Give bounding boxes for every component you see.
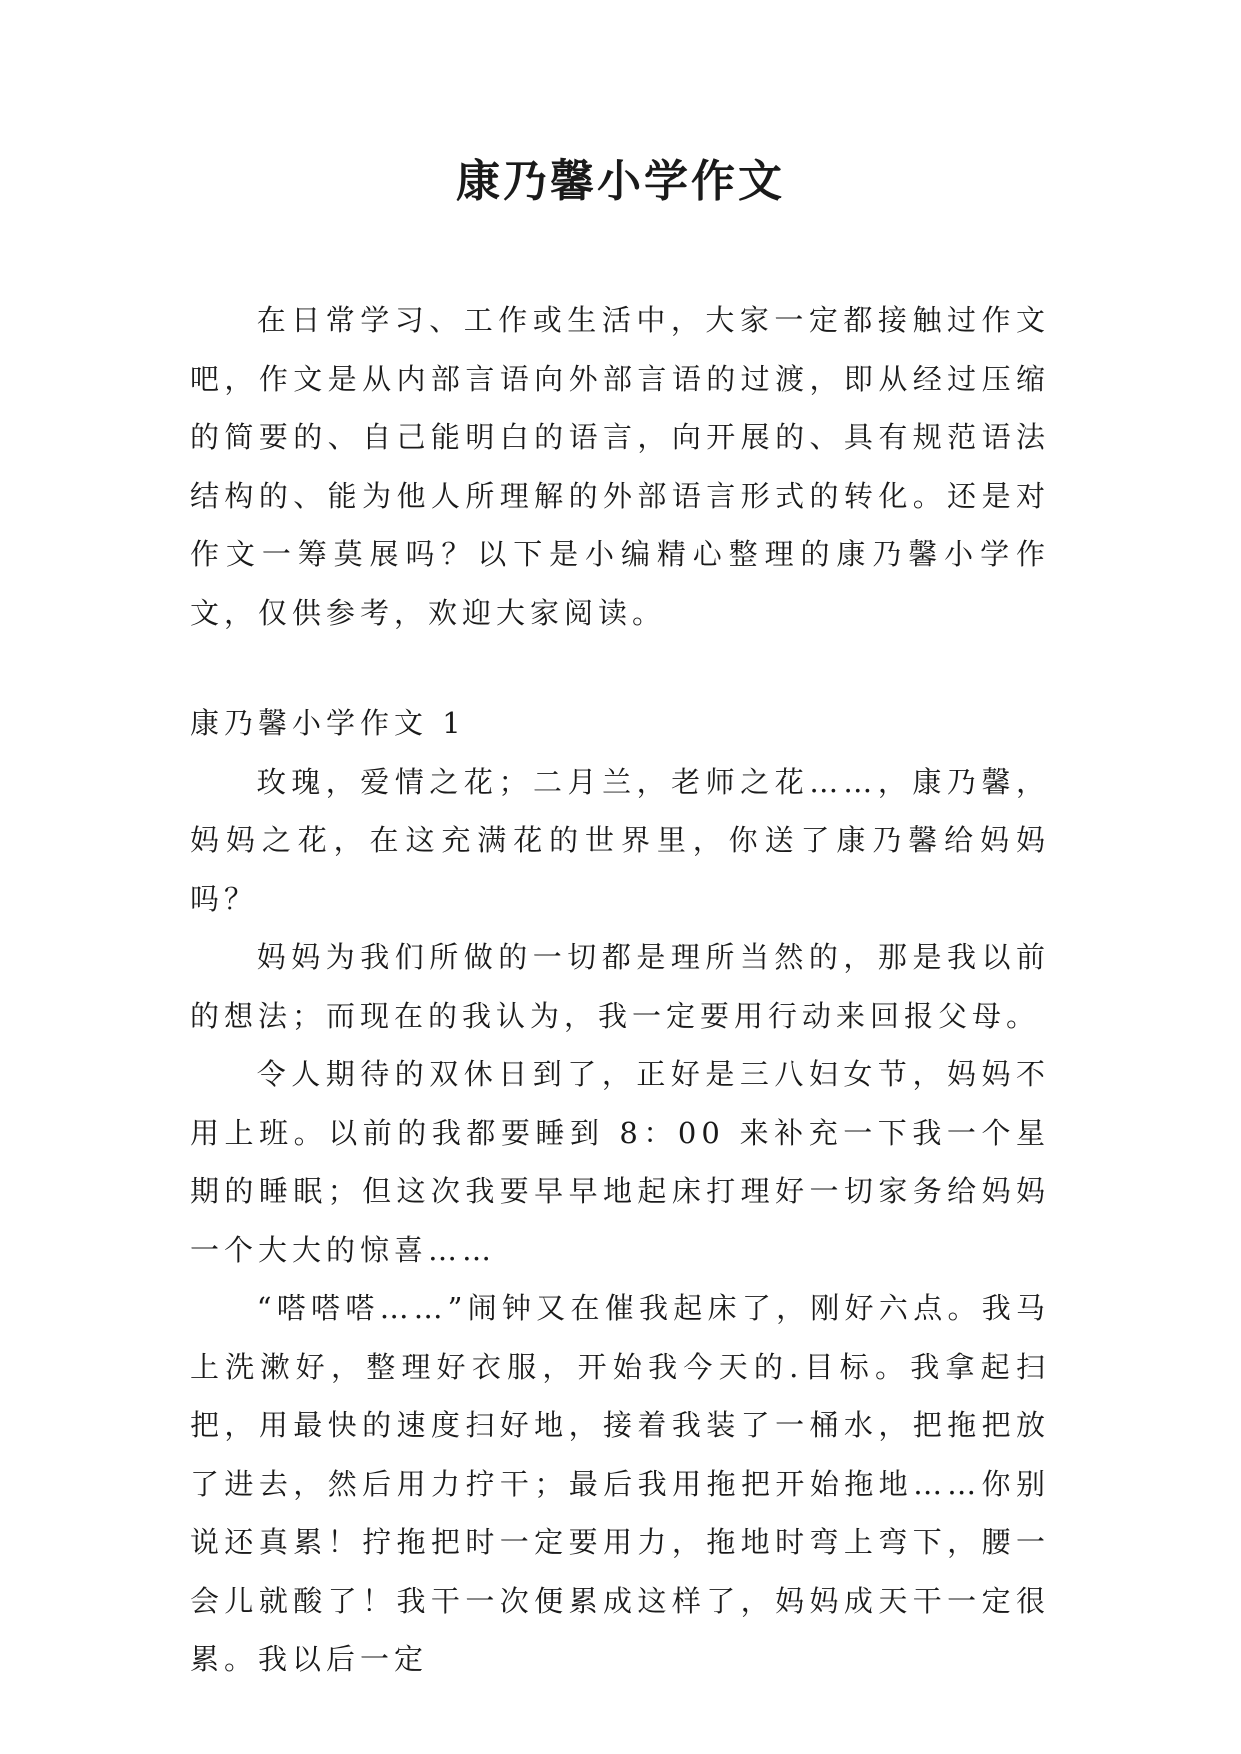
body-paragraph: 玫瑰，爱情之花；二月兰，老师之花……，康乃馨，妈妈之花，在这充满花的世界里，你送了康乃馨给妈妈吗？: [190, 764, 1050, 916]
body-paragraph: 令人期待的双休日到了，正好是三八妇女节，妈妈不用上班。以前的我都要睡到 8：00 来补充一下我一个星期的睡眠；但这次我要早早地起床打理好一切家务给妈妈一个大大的惊喜……: [190, 1057, 1050, 1267]
section-heading: 康乃馨小学作文 1: [190, 706, 466, 740]
intro-paragraph: 在日常学习、工作或生活中，大家一定都接触过作文吧，作文是从内部言语向外部言语的过渡，即从经过压缩的简要的、自己能明白的语言，向开展的、具有规范语法结构的、能为他人所理解的外部语言形式的转化。还是对作文一筹莫展吗？以下是小编精心整理的康乃馨小学作文，仅供参考，欢迎大家阅读。: [190, 303, 1050, 630]
body-paragraph: “嗒嗒嗒……”闹钟又在催我起床了，刚好六点。我马上洗漱好，整理好衣服，开始我今天的.目标。我拿起扫把，用最快的速度扫好地，接着我装了一桶水，把拖把放了进去，然后用力拧干；最后我用拖把开始拖地……你别说还真累！拧拖把时一定要用力，拖地时弯上弯下，腰一会儿就酸了！我干一次便累成这样了，妈妈成天干一定很累。我以后一定: [190, 1291, 1050, 1676]
essay-section-1: [190, 694, 1050, 1689]
intro-section: [190, 291, 1050, 642]
document-title: 康乃馨小学作文: [456, 156, 785, 207]
body-paragraph: 妈妈为我们所做的一切都是理所当然的，那是我以前的想法；而现在的我认为，我一定要用行动来回报父母。: [190, 940, 1050, 1033]
